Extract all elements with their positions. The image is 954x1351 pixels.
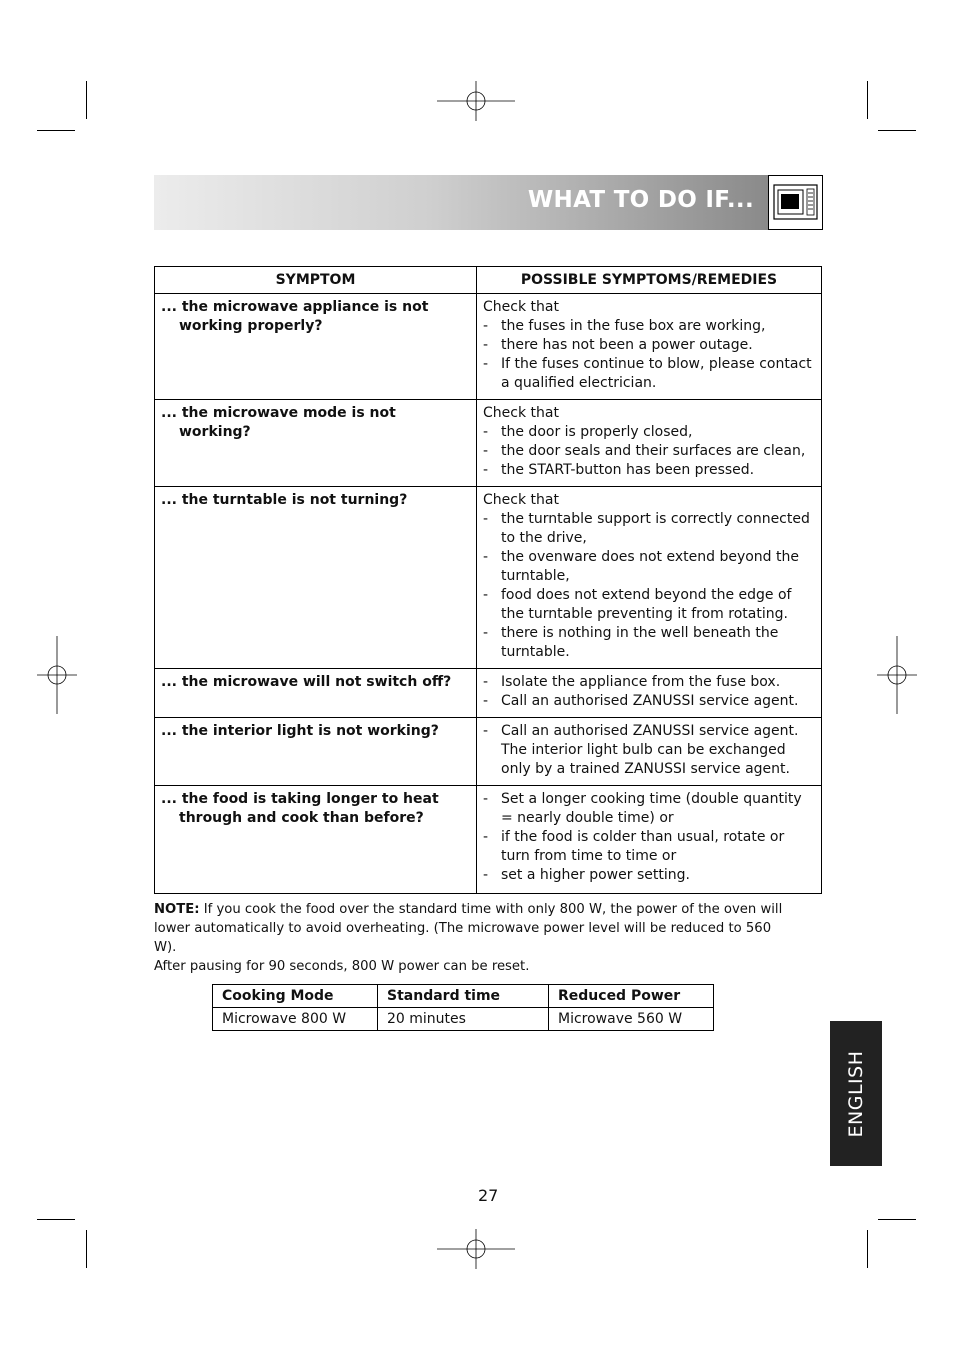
symptom-text: ... the turntable is not turning? [161,492,408,508]
crop-mark [86,81,87,119]
symptom-cell [155,400,477,487]
remedy-item: - there is nothing in the well beneath the turntable. [483,624,815,662]
crop-mark [867,1230,868,1268]
symptom-cell [155,669,477,718]
remedy-item: - the ovenware does not extend beyond the turntable, [483,548,815,586]
crop-mark [37,130,75,131]
crop-mark [878,1219,916,1220]
table-header-row [155,267,822,294]
remedy-cell [477,487,822,669]
symptom-cell [155,718,477,786]
remedy-item: - Call an authorised ZANUSSI service agent. [483,692,815,711]
symptom-cell [155,294,477,400]
remedy-intro: Check that [483,492,559,508]
note-text: If you cook the food over the standard time with only 800 W, the power of the oven will lower automatically to avoid overheating. (The microwave power level will be reduced to 560 W). [154,902,783,955]
remedy-intro: Check that [483,299,559,315]
standard-time-header: Standard time [378,985,549,1008]
remedy-cell [477,294,822,400]
table-row [155,400,822,487]
remedy-item: - Call an authorised ZANUSSI service agent. The interior light bulb can be exchanged only by a trained ZANUSSI service agent. [483,722,815,779]
remedy-item: - the door seals and their surfaces are clean, [483,442,815,461]
remedy-item: - the fuses in the fuse box are working, [483,317,815,336]
table-row [213,1008,714,1031]
remedy-intro: Check that [483,405,559,421]
registration-mark-icon [37,636,77,714]
registration-mark-icon [437,81,515,121]
symptom-text: ... the microwave will not switch off? [161,674,452,690]
remedy-list [483,722,815,779]
table-row [155,487,822,669]
reduced-power-cell: Microwave 560 W [549,1008,714,1031]
power-table-header-row [213,985,714,1008]
power-table [212,984,714,1031]
remedy-item: - food does not extend beyond the edge of the turntable preventing it from rotating. [483,586,815,624]
crop-mark [878,130,916,131]
remedy-cell [477,400,822,487]
remedy-list [483,790,815,885]
troubleshooting-table [154,266,822,894]
remedy-list [483,423,815,480]
remedy-list [483,673,815,711]
table-row [155,669,822,718]
crop-mark [867,81,868,119]
registration-mark-icon [437,1229,515,1269]
remedy-item: - there has not been a power outage. [483,336,815,355]
remedy-list [483,317,815,393]
table-row [155,786,822,894]
table-row [155,718,822,786]
crop-mark [86,1230,87,1268]
remedy-item: - Isolate the appliance from the fuse box. [483,673,815,692]
remedy-item: - the door is properly closed, [483,423,815,442]
remedy-cell [477,786,822,894]
table-row [155,294,822,400]
note-paragraph [154,900,794,976]
remedy-item: - if the food is colder than usual, rotate or turn from time to time or [483,828,815,866]
standard-time-cell: 20 minutes [378,1008,549,1031]
note-text-2: After pausing for 90 seconds, 800 W power can be reset. [154,959,530,974]
remedy-item: - If the fuses continue to blow, please contact a qualified electrician. [483,355,815,393]
reduced-power-header: Reduced Power [549,985,714,1008]
symptom-header: SYMPTOM [155,267,477,294]
microwave-icon [768,175,823,230]
symptom-text: ... the microwave mode is not working? [161,405,396,440]
page-title: WHAT TO DO IF... [527,187,754,213]
cooking-mode-cell: Microwave 800 W [213,1008,378,1031]
symptom-cell [155,487,477,669]
remedy-item: - the START-button has been pressed. [483,461,815,480]
cooking-mode-header: Cooking Mode [213,985,378,1008]
remedy-cell [477,718,822,786]
symptom-text: ... the interior light is not working? [161,723,439,739]
language-label: ENGLISH [845,1050,867,1137]
remedies-header: POSSIBLE SYMPTOMS/REMEDIES [477,267,822,294]
remedy-item: - Set a longer cooking time (double quantity = nearly double time) or [483,790,815,828]
symptom-cell [155,786,477,894]
header-banner [154,175,768,230]
crop-mark [37,1219,75,1220]
remedy-item: - the turntable support is correctly connected to the drive, [483,510,815,548]
remedy-item: - set a higher power setting. [483,866,815,885]
remedy-list [483,510,815,662]
page-number: 27 [478,1186,499,1205]
remedy-cell [477,669,822,718]
registration-mark-icon [877,636,917,714]
language-tab [830,1021,882,1166]
symptom-text: ... the microwave appliance is not working properly? [161,299,429,334]
note-label: NOTE: [154,902,200,917]
symptom-text: ... the food is taking longer to heat through and cook than before? [161,791,439,826]
